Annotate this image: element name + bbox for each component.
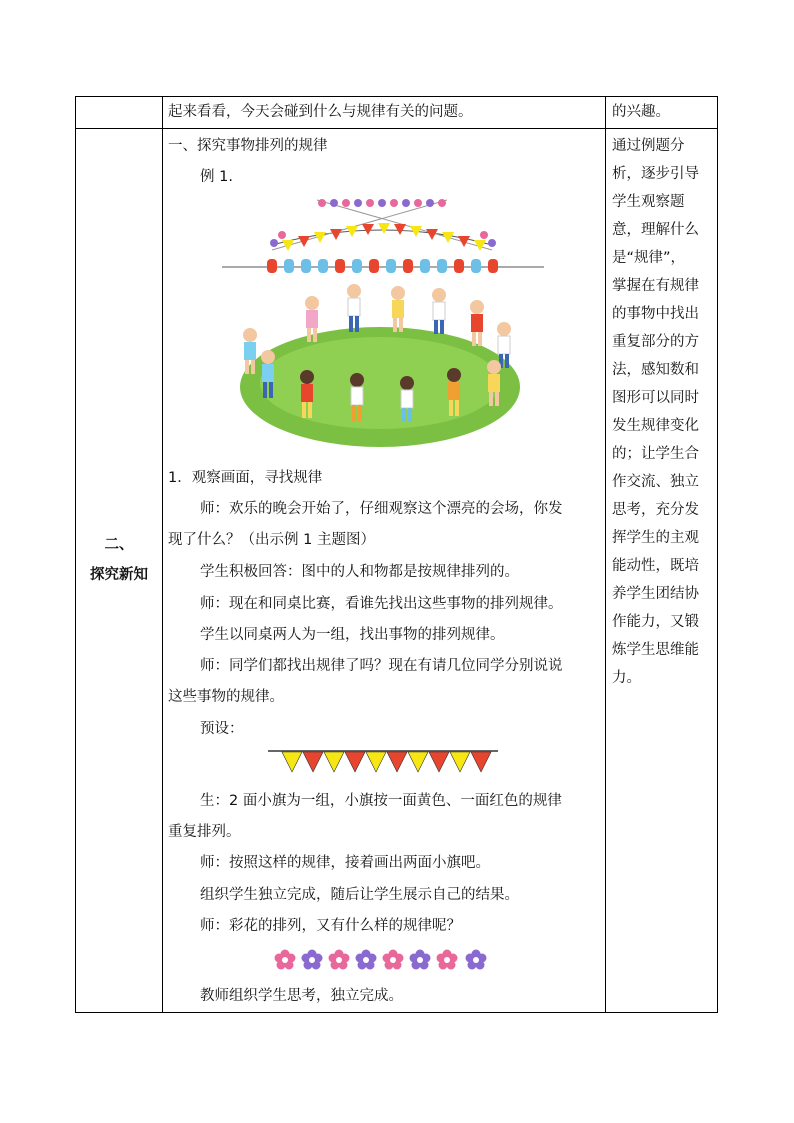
note-line: 力。 [612, 670, 641, 686]
note-line: 法，感知数和 [612, 362, 699, 378]
p9: 师：彩花的排列，又有什么样的规律呢？ [200, 918, 461, 934]
table-border-top [75, 96, 718, 97]
note-line: 养学生团结协 [612, 586, 699, 602]
p1-line2: 现了什么？（出示例 1 主题图） [168, 532, 375, 548]
p1-line1: 师：欢乐的晚会开始了，仔细观察这个漂亮的会场，你发 [200, 501, 563, 517]
p8: 组织学生独立完成，随后让学生展示自己的结果。 [200, 887, 519, 903]
section-title: 探究新知 [90, 567, 148, 583]
note-line: 重复部分的方 [612, 334, 699, 350]
table-border-bottom [75, 1012, 718, 1013]
p6-line2: 重复排列。 [168, 824, 241, 840]
p4: 学生以同桌两人为一组，找出事物的排列规律。 [200, 627, 505, 643]
row1-content: 起来看看，今天会碰到什么与规律有关的问题。 [168, 104, 473, 120]
table-col-divider-2 [605, 96, 606, 1013]
note-line: 作交流、独立 [612, 474, 699, 490]
note-line: 的事物中找出 [612, 306, 699, 322]
preset-label: 预设： [200, 721, 244, 737]
p10: 教师组织学生思考，独立完成。 [200, 988, 403, 1004]
section-number: 二、 [104, 537, 134, 553]
p7: 师：按照这样的规律，接着画出两面小旗吧。 [200, 855, 490, 871]
table-col-divider-1 [162, 96, 163, 1013]
section-heading: 一、探究事物排列的规律 [168, 138, 328, 154]
design-intent-note [612, 132, 712, 692]
note-line: 的；让学生合 [612, 446, 699, 462]
flag-sequence [282, 752, 491, 772]
note-line: 是“规律”， [612, 250, 686, 266]
p5-line2: 这些事物的规律。 [168, 689, 284, 705]
p3: 师：现在和同桌比赛，看谁先找出这些事物的排列规律。 [200, 596, 563, 612]
note-line: 通过例题分 [612, 138, 685, 154]
note-line: 能动性，既培 [612, 558, 699, 574]
flag-row-illustration [268, 748, 498, 776]
note-line: 学生观察题 [612, 194, 685, 210]
note-line: 作能力，又锻 [612, 614, 699, 630]
note-line: 炼学生思维能 [612, 642, 699, 658]
example-label: 例 1. [200, 169, 233, 185]
step1-heading: 1．观察画面，寻找规律 [168, 470, 323, 486]
p2: 学生积极回答：图中的人和物都是按规律排列的。 [200, 564, 519, 580]
p6-line1: 生：2 面小旗为一组，小旗按一面黄色、一面红色的规律 [200, 793, 562, 809]
table-border-right [717, 96, 718, 1013]
lantern-row [267, 259, 498, 273]
table-row-divider [75, 128, 718, 129]
note-line: 意，理解什么 [612, 222, 699, 238]
p5-line1: 师：同学们都找出规律了吗？现在有请几位同学分别说说 [200, 658, 563, 674]
note-line: 图形可以同时 [612, 390, 699, 406]
row1-note: 的兴趣。 [612, 104, 670, 120]
note-line: 发生规律变化 [612, 418, 699, 434]
note-line: 析，逐步引导 [612, 166, 699, 182]
flower-row-illustration [272, 947, 494, 973]
table-border-left [75, 96, 76, 1013]
note-line: 挥学生的主观 [612, 530, 699, 546]
note-line: 掌握在有规律 [612, 278, 699, 294]
flower-sequence [275, 950, 487, 970]
party-scene-illustration [222, 195, 544, 455]
note-line: 思考，充分发 [612, 502, 699, 518]
